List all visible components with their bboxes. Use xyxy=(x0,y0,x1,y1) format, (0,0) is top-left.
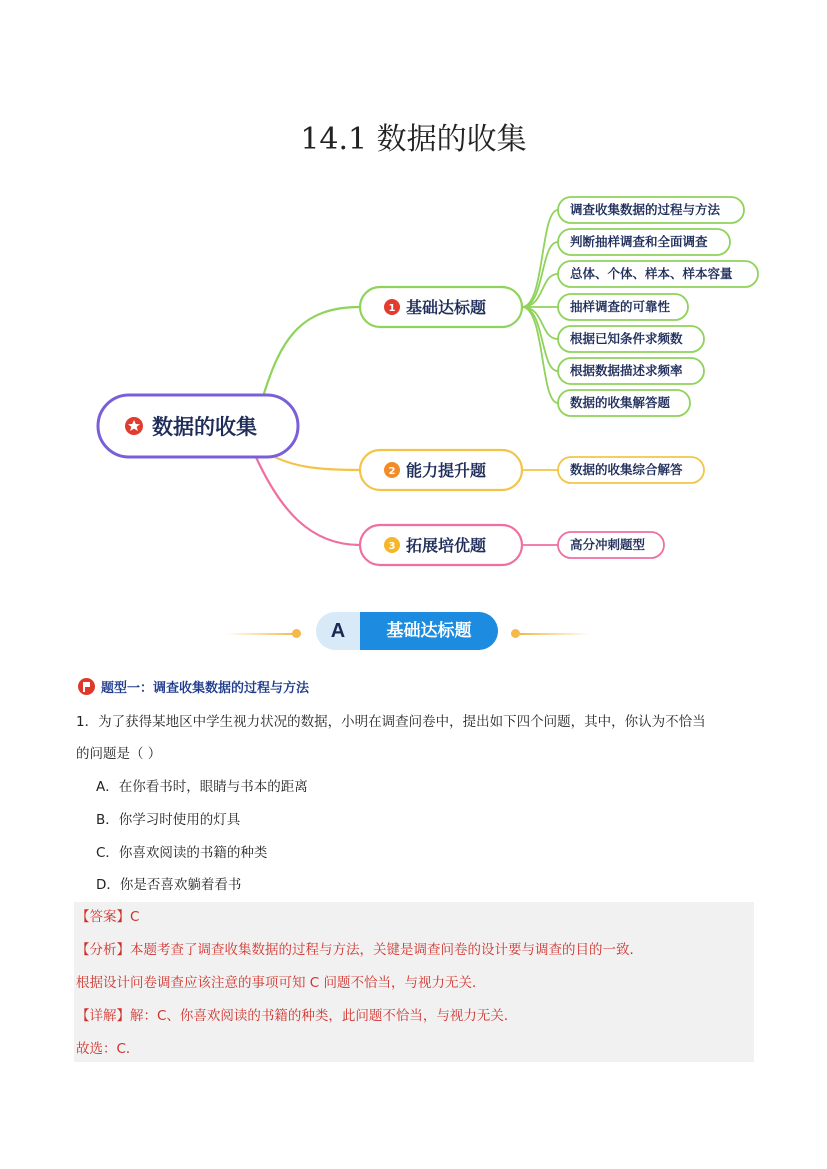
option-a: A．在你看书时，眼睛与书本的距离 xyxy=(96,779,308,795)
question-type-heading xyxy=(78,676,309,696)
section-banner xyxy=(316,612,498,650)
banner-dot-left xyxy=(292,629,301,638)
branch-1-label: 基础达标题 xyxy=(406,298,487,317)
leaf-9: 高分冲刺题型 xyxy=(570,537,646,552)
leaf-4: 抽样调查的可靠性 xyxy=(570,299,671,314)
mindmap-branch-2 xyxy=(360,450,522,490)
banner-letter: A xyxy=(316,612,360,650)
leaf-1: 调查收集数据的过程与方法 xyxy=(570,202,721,217)
banner-label: 基础达标题 xyxy=(360,612,498,650)
question-line-1: 1．为了获得某地区中学生视力状况的数据，小明在调查问卷中，提出如下四个问题，其中，你认为不恰当 xyxy=(76,714,706,730)
banner-dot-right xyxy=(511,629,520,638)
branch-3-label: 拓展培优题 xyxy=(406,536,487,555)
svg-text:1: 1 xyxy=(388,303,396,314)
analysis-line-2: 根据设计问卷调查应该注意的事项可知 C 问题不恰当，与视力无关． xyxy=(76,975,486,991)
svg-text:3: 3 xyxy=(388,541,396,552)
leaf-2: 判断抽样调查和全面调查 xyxy=(570,234,708,249)
detail-line: 【详解】解：C、你喜欢阅读的书籍的种类，此问题不恰当，与视力无关． xyxy=(76,1008,518,1024)
analysis-line-1: 【分析】本题考查了调查收集数据的过程与方法，关键是调查问卷的设计要与调查的目的一致． xyxy=(76,942,643,958)
option-b: B．你学习时使用的灯具 xyxy=(96,812,241,828)
leaf-7: 数据的收集解答题 xyxy=(570,395,671,410)
choice-line: 故选：C． xyxy=(76,1041,140,1057)
question-line-2: 的问题是（ ） xyxy=(76,746,162,762)
question-type-label: 题型一：调查收集数据的过程与方法 xyxy=(101,680,310,696)
answer-line: 【答案】C xyxy=(76,909,140,925)
mindmap-branch-1 xyxy=(360,287,522,327)
banner-line-right xyxy=(520,633,590,635)
leaf-5: 根据已知条件求频数 xyxy=(570,331,683,346)
leaf-6: 根据数据描述求频率 xyxy=(570,363,683,378)
option-d: D．你是否喜欢躺着看书 xyxy=(96,877,242,893)
page-title: 14.1 数据的收集 xyxy=(300,122,527,157)
svg-text:2: 2 xyxy=(388,466,396,477)
mindmap-root-label: 数据的收集 xyxy=(152,415,257,439)
leaf-8: 数据的收集综合解答 xyxy=(570,462,683,477)
leaf-3: 总体、个体、样本、样本容量 xyxy=(570,266,733,281)
mindmap-branch-3 xyxy=(360,525,522,565)
branch-2-label: 能力提升题 xyxy=(406,461,487,480)
banner-line-left xyxy=(226,633,296,635)
flag-icon xyxy=(78,678,95,695)
option-c: C．你喜欢阅读的书籍的种类 xyxy=(96,845,268,861)
mindmap-root xyxy=(98,395,298,457)
